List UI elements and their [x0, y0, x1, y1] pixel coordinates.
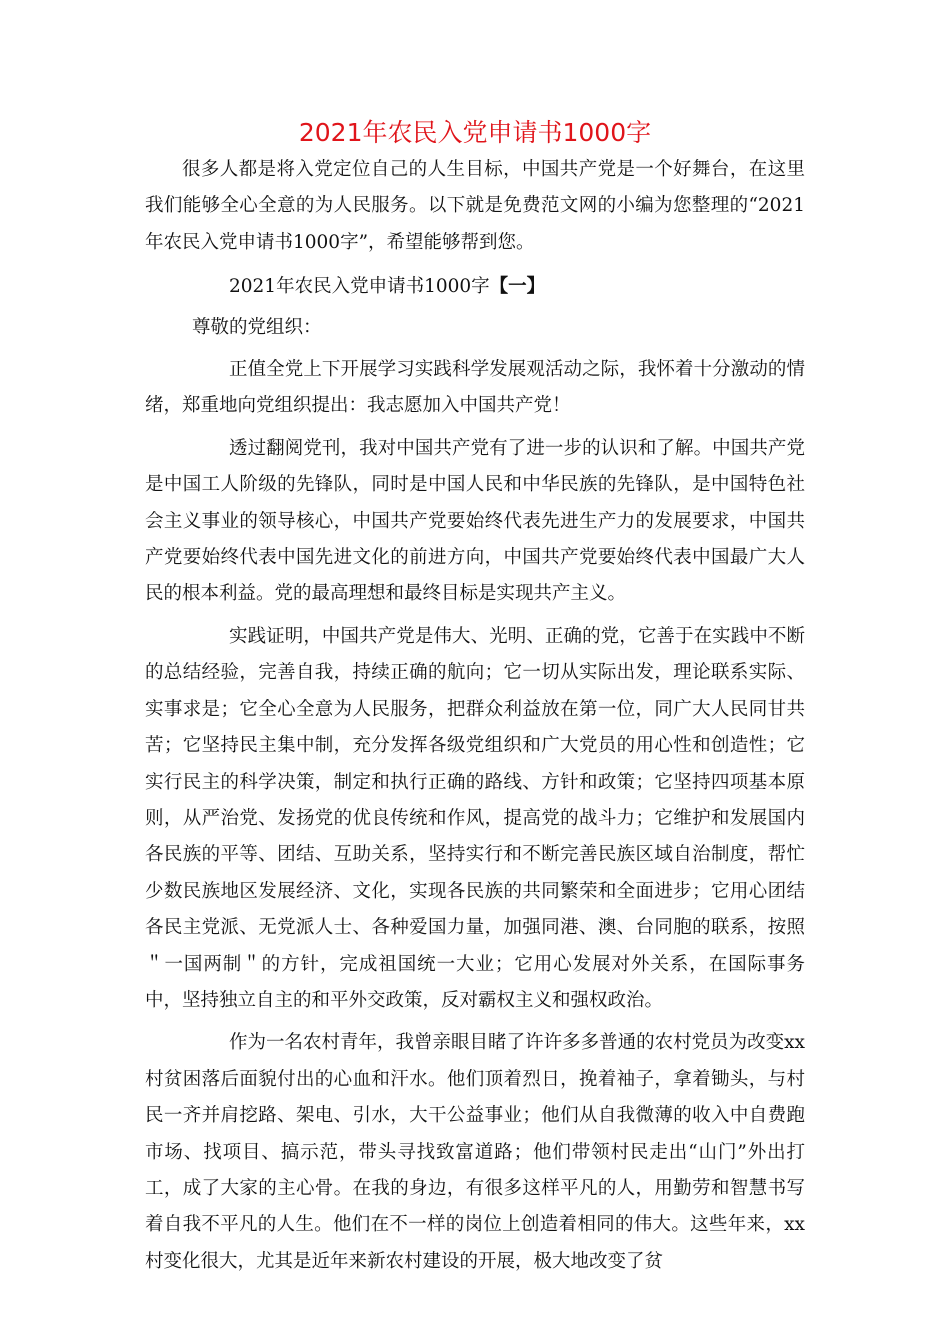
body-paragraph-2: 透过翻阅党刊，我对中国共产党有了进一步的认识和了解。中国共产党是中国工人阶级的先锋队，同时是中国人民和中华民族的先锋队，是中国特色社会主义事业的领导核心，中国共产党要始终代表先进生产力的发展要求，中国共产党要始终代表中国先进文化的前进方向，中国共产党要始终代表中国最广大人民的根本利益。党的最高理想和最终目标是实现共产主义。 — [145, 437, 805, 605]
section-heading-number: 【一】 — [489, 276, 546, 298]
document-body — [145, 152, 805, 1280]
body-paragraph-1: 正值全党上下开展学习实践科学发展观活动之际，我怀着十分激动的情绪，郑重地向党组织提出：我志愿加入中国共产党！ — [145, 359, 805, 417]
section-heading — [145, 269, 805, 305]
intro-paragraph: 很多人都是将入党定位自己的人生目标，中国共产党是一个好舞台，在这里我们能够全心全意的为人民服务。以下就是免费范文网的小编为您整理的“2021年农民入党申请书1000字”，希望能够帮到您。 — [145, 159, 805, 253]
body-paragraph-3: 实践证明，中国共产党是伟大、光明、正确的党，它善于在实践中不断的总结经验，完善自我，持续正确的航向；它一切从实际出发，理论联系实际、实事求是；它全心全意为人民服务，把群众利益放在第一位，同广大人民同甘共苦；它坚持民主集中制，充分发挥各级党组织和广大党员的用心性和创造性；它实行民主的科学决策，制定和执行正确的路线、方针和政策；它坚持四项基本原则，从严治党、发扬党的优良传统和作风，提高党的战斗力；它维护和发展国内各民族的平等、团结、互助关系，坚持实行和不断完善民族区域自治制度，帮忙少数民族地区发展经济、文化，实现各民族的共同繁荣和全面进步；它用心团结各民主党派、无党派人士、各种爱国力量，加强同港、澳、台同胞的联系，按照＂一国两制＂的方针，完成祖国统一大业；它用心发展对外关系，在国际事务中，坚持独立自主的和平外交政策，反对霸权主义和强权政治。 — [145, 625, 805, 1011]
body-paragraph-4: 作为一名农村青年，我曾亲眼目睹了许许多多普通的农村党员为改变xx村贫困落后面貌付出的心血和汗水。他们顶着烈日，挽着袖子，拿着锄头，与村民一齐并肩挖路、架电、引水，大干公益事业；他们从自我微薄的收入中自费跑市场、找项目、搞示范，带头寻找致富道路；他们带领村民走出“山门”外出打工，成了大家的主心骨。在我的身边，有很多这样平凡的人，用勤劳和智慧书写着自我不平凡的人生。他们在不一样的岗位上创造着相同的伟大。这些年来，xx村变化很大，尤其是近年来新农村建设的开展，极大地改变了贫 — [145, 1032, 805, 1272]
section-heading-text: 2021年农民入党申请书1000字 — [229, 276, 490, 298]
document-title: 2021年农民入党申请书1000字 — [298, 118, 652, 147]
salutation: 尊敬的党组织： — [192, 316, 322, 338]
